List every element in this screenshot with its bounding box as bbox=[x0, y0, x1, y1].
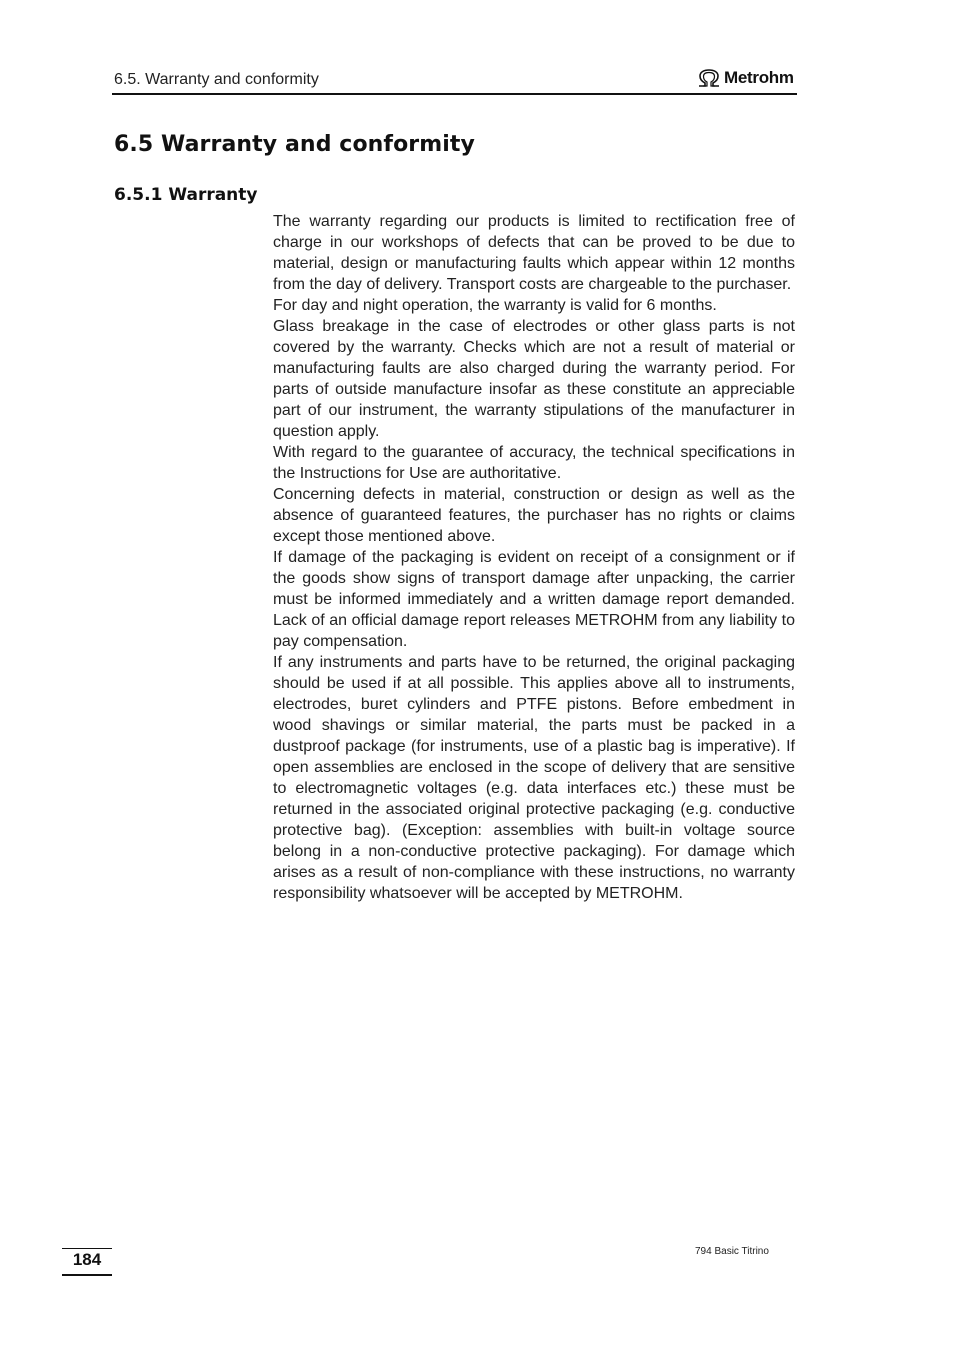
section-heading: 6.5 Warranty and conformity bbox=[114, 132, 475, 157]
header-rule bbox=[112, 93, 797, 95]
running-header: 6.5. Warranty and conformity bbox=[114, 71, 319, 88]
warranty-body bbox=[273, 211, 795, 904]
paragraph: For day and night operation, the warranty is valid for 6 months. bbox=[273, 297, 717, 314]
page-number-underline bbox=[62, 1274, 112, 1276]
paragraph: With regard to the guarantee of accuracy, the technical specifications in the Instructions for Use are authoritative. bbox=[273, 444, 795, 482]
paragraph: If any instruments and parts have to be returned, the original packaging should be used if at all possible. This applies above all to instruments, electrodes, buret cylinders and PTFE pistons. Before embedment in wood shavings or similar material, the parts must be packed in a dustproof package (for instruments, use of a plastic bag is imperative). If open assemblies are enclosed in the scope of delivery that are sensitive to electromagnetic voltages (e.g. data interfaces etc.) these must be returned in the associated original protective packaging (e.g. conductive protective bag). (Exception: assemblies with built-in voltage source belong in a non-conductive protective packaging). For damage which arises as a result of non-compliance with these instructions, no warranty responsibility whatsoever will be accepted by METROHM. bbox=[273, 654, 795, 902]
paragraph: Concerning defects in material, construction or design as well as the absence of guaranteed features, the purchaser has no rights or claims except those mentioned above. bbox=[273, 486, 795, 545]
metrohm-omega-logo-icon bbox=[696, 68, 722, 88]
logo-text: Metrohm bbox=[724, 68, 794, 87]
paragraph: If damage of the packaging is evident on receipt of a consignment or if the goods show signs of transport damage after unpacking, the carrier must be informed immediately and a written damage report demanded. Lack of an official damage report releases METROHM from any liability to pay compensation. bbox=[273, 549, 795, 650]
paragraph: Glass breakage in the case of electrodes or other glass parts is not covered by the warranty. Checks which are not a result of material or manufacturing faults are also charged during the warranty period. For parts of outside manufacture insofar as these constitute an appreciable part of our instrument, the warranty stipulations of the manufacturer in question apply. bbox=[273, 318, 795, 440]
paragraph: The warranty regarding our products is limited to rectification free of charge in our workshops of defects that can be proved to be due to material, design or manufacturing faults which appear within 12 months from the day of delivery. Transport costs are chargeable to the purchaser. bbox=[273, 213, 795, 293]
subsection-heading: 6.5.1 Warranty bbox=[114, 185, 258, 205]
footer-product-name: 794 Basic Titrino bbox=[695, 1246, 769, 1257]
page-number: 184 bbox=[72, 1250, 102, 1269]
metrohm-logo bbox=[696, 67, 794, 89]
page-number-top-rule bbox=[62, 1248, 112, 1249]
